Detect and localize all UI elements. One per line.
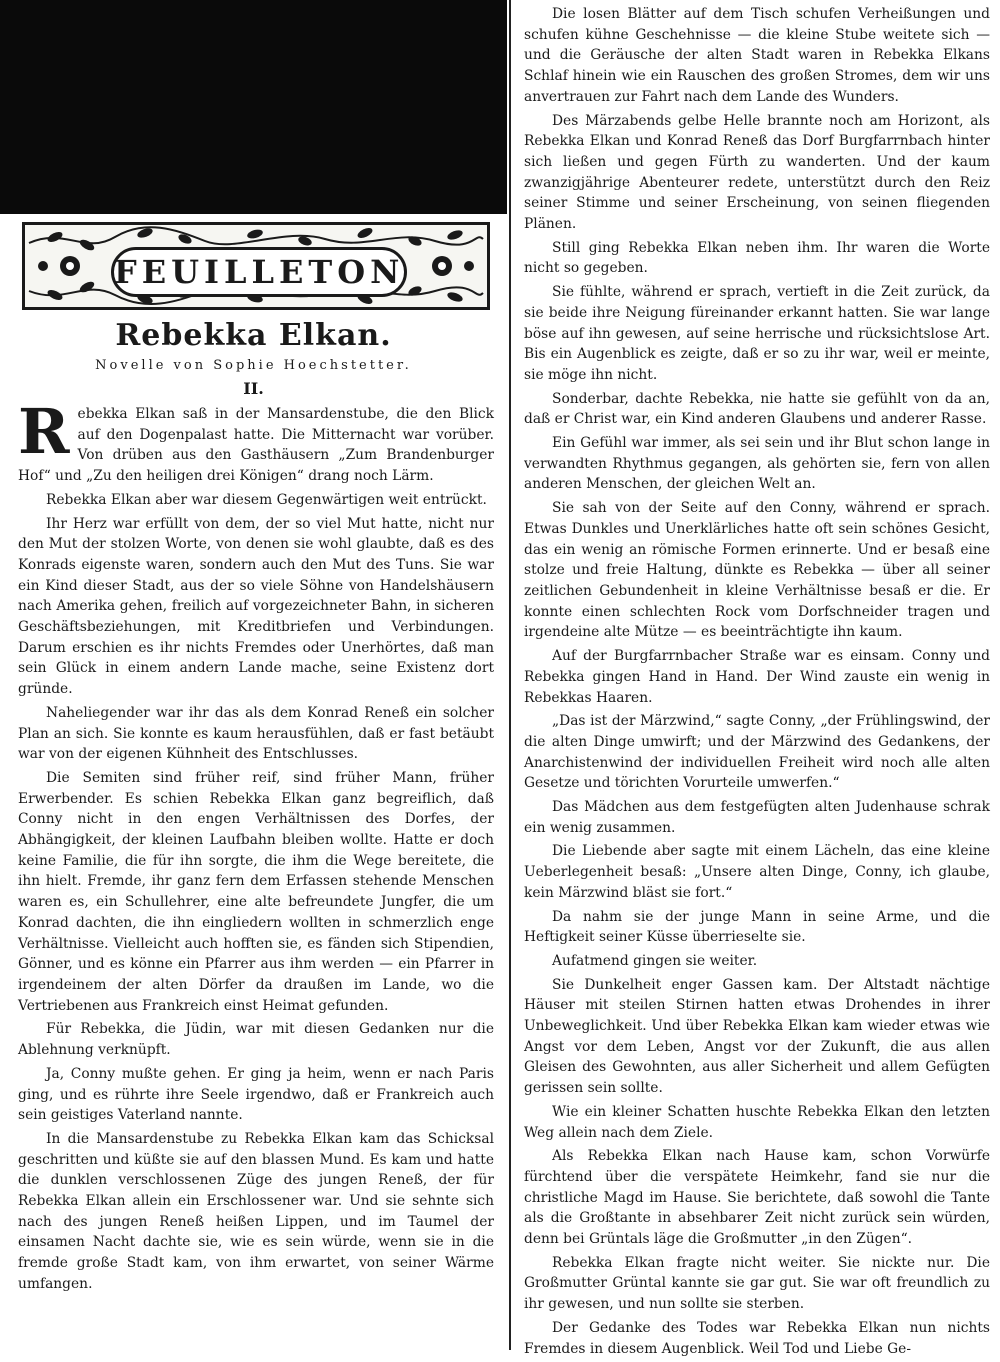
paragraph: Still ging Rebekka Elkan neben ihm. Ihr waren die Worte nicht so gegeben. [524,239,990,277]
column-divider [509,0,511,1350]
paragraph: Ja, Conny mußte gehen. Er ging ja heim, wenn er nach Paris ging, und es rührte ihre Seele irgendwo, daß er Frankreich auch sein geistiges Vaterland nannte. [18,1065,494,1124]
paragraph: Für Rebekka, die Jüdin, war mit diesen Gedanken nur die Ablehnung verknüpft. [18,1021,494,1059]
paragraph: Die losen Blätter auf dem Tisch schufen Verheißungen und schufen kühne Geschehnisse — die kleine Stube weitete sich — und die Geräusche der alten Stadt waren in Rebekka Elkans Schlaf hinein wie ein Rauschen des großen Stromes, dem wir uns anvertrauen zur Fahrt nach dem Lande des Wunders. [524,6,990,105]
left-text-column [18,395,494,1298]
paragraph: Sie sah von der Seite auf den Conny, während er sprach. Etwas Dunkles und Unerklärliches hatte oft sein schönes Gesicht, das ein wenig an römische Formen erinnerte. Und er besaß eine stolze und freie Haltung, dünkte es Rebekka — über all seiner zeitlichen Gebundenheit in kleine Verhältnisse besaß er die. Er konnte einen schlechten Rock vom Dorfschneider tragen und irgendeine alte Mütze — es beeinträchtigte ihn kaum. [524,500,990,641]
part-number: II. [243,379,264,398]
paragraph: Das Mädchen aus dem festgefügten alten Judenhause schrak ein wenig zusammen. [524,799,990,836]
paragraph: Des Märzabends gelbe Helle brannte noch am Horizont, als Rebekka Elkan und Konrad Reneß das Dorf Burgfarrnbach hinter sich ließen und gegen Fürth zu wanderten. Und der kaum zwanzigjährige Abenteurer redete, unterstützt durch den Reiz seiner Stimme und seiner Erscheinung, von seinen fliegenden Plänen. [524,112,990,233]
paragraph: Naheliegender war ihr das als dem Konrad Reneß ein solcher Plan an sich. Sie konnte es kaum herausfühlen, daß er fast betäubt war von der eigenen Kühnheit des Entschlusses. [18,704,494,763]
paragraph [18,395,494,487]
paragraph: Der Gedanke des Todes war Rebekka Elkan nun nichts Fremdes in diesem Augenblick. Weil Tod und Liebe Ge- [524,1319,990,1357]
paragraph: „Das ist der Märzwind,“ sagte Conny, „der Frühlingswind, der die alten Dinge umwirft; und der Märzwind des Gedankens, der Anarchistenwind der individuellen Freiheit wird noch alle alten Gesetze und törichten Vorurteile umwerfen.“ [524,713,990,792]
right-text-column [524,4,990,1362]
paragraph-text: ebekka Elkan saß in der Mansardenstube, die den Blick auf den Dogenpalast hatte. Die Mitternacht war vorüber. Von drüben aus den Gasthäusern „Zum Brandenburger Hof“ und „Zu den heiligen drei Königen“ drang noch Lärm. [18,406,494,485]
paragraph: In die Mansardenstube zu Rebekka Elkan kam das Schicksal geschritten und küßte sie auf den blassen Mund. Es kam und hatte die dunklen verschlossenen Züge des jungen Reneß, der für Rebekka Elkan allein ein Erschlossener war. Und sie sehnte sich nach des jungen Reneß heißen Lippen, und im Taumel der einsamen Nacht dachte sie, wie es sein würde, wenn sie in die fremde große Stadt kam, von ihm erwartet, von seiner Wärme umfangen. [18,1130,494,1292]
story-title: Rebekka Elkan. [115,318,392,353]
drop-cap: R [18,395,70,468]
paragraph: Ein Gefühl war immer, als sei sein und ihr Blut schon lange in verwandten Rhythmus gegangen, als gehörten sie, fern von allen anderen Menschen, der gleichen Welt an. [524,435,990,493]
paragraph: Wie ein kleiner Schatten huschte Rebekka Elkan den letzten Weg allein nach dem Ziele. [524,1103,990,1141]
blacked-out-area [0,0,507,214]
paragraph: Ihr Herz war erfüllt von dem, der so viel Mut hatte, nicht nur den Mut der stolzen Worte, von denen sie wohl glaubte, daß es des Konrads eigenste waren, sondern auch den Mut des Tuns. Sie war ein Kind dieser Stadt, aus der so viele Söhne von Handelshäusern nach Amerika gehen, freilich auf vorgezeichneter Bahn, in sicheren Geschäftsbeziehungen, mit Kreditbriefen und Verbindungen. Darum erschien es ihr nichts Fremdes oder Unerhörtes, daß man sein Glück in einem andern Lande mache, seine Existenz dort gründe. [18,515,494,698]
paragraph: Die Liebende aber sagte mit einem Lächeln, das eine kleine Ueberlegenheit besaß: „Unsere alten Dinge, Conny, ich glaube, kein Märzwind bläst sie fort.“ [524,843,990,901]
paragraph: Als Rebekka Elkan nach Hause kam, schon Vorwürfe fürchtend über die verspätete Heimkehr, fand sie nur die christliche Magd im Hause. Sie berichtete, daß sowohl die Tante als die Großtante in absehbarer Zeit nicht zurück sein würden, denn bei Grüntals läge die Großmutter „in den Zügen“. [524,1148,990,1248]
paragraph: Rebekka Elkan aber war diesem Gegenwärtigen weit entrückt. [46,491,487,508]
paragraph: Sie Dunkelheit enger Gassen kam. Der Altstadt nächtige Häuser mit steilen Stirnen hatten etwas Drohendes in ihrer Unbeweglichkeit. Und über Rebekka Elkan kam wieder etwas wie Angst vor dem Leben, Angst vor der Zukunft, die aus allen Gleisen des Gewohnten, aus aller Sicherheit und allem Gefügten gerissen sein sollte. [524,976,990,1097]
paragraph: Da nahm sie der junge Mann in seine Arme, und die Heftigkeit seiner Küsse überrieselte sie. [524,908,990,946]
paragraph: Auf der Burgfarrnbacher Straße war es einsam. Conny und Rebekka gingen Hand in Hand. Der Wind zauste ein wenig in Rebekkas Haaren. [524,648,990,706]
paragraph: Sonderbar, dachte Rebekka, nie hatte sie gefühlt von da an, daß er Christ war, ein Kind anderen Glaubens und anderer Rasse. [524,390,990,428]
paragraph: Die Semiten sind früher reif, sind früher Mann, früher Erwerbender. Es schien Rebekka Elkan ganz begreiflich, daß Conny nicht in den engen Verhältnissen des Dorfes, der Abhängigkeit, der kleinen Laufbahn bleiben wollte. Hatte er doch keine Familie, die für ihn sorgte, die ihm die Wege bereitete, die ihn hielt. Fremde, ihr ganz fern dem Erfassen stehende Menschen waren es, ein Schullehrer, eine alte befreundete Jungfer, die um Konrad dachten, die ihn eingliedern wollten in schmerzlich enge Verhältnisse. Vielleicht auch hofften sie, es fänden sich Stipendien, Gönner, und es könne ein Pfarrer aus ihm werden — ein Pfarrer in irgendeinem der alten Dörfer da draußen im Lande, wo die Vertriebenen aus Frankreich einst Heimat gefunden. [18,769,494,1014]
banner-title: FEUILLETON [111,247,407,297]
paragraph: Aufatmend gingen sie weiter. [552,952,758,969]
paragraph: Rebekka Elkan fragte nicht weiter. Sie nickte nur. Die Großmutter Grüntal kannte sie gar gut. Sie war oft freundlich zu ihr gewesen, und nun sollte sie sterben. [524,1254,990,1313]
story-byline: Novelle von Sophie Hoechstetter. [95,358,412,373]
feuilleton-banner [22,222,490,310]
paragraph: Sie fühlte, während er sprach, vertieft in die Zeit zurück, da sie beide ihre Neigung füreinander erkannt hatten. Sie war lange böse auf ihn gewesen, auf seine herrische und rücksichtslose Art. Bis ein Augenblick es zeigte, daß er so zu ihr war, weil er meinte, sie möge ihn nicht. [524,284,990,383]
